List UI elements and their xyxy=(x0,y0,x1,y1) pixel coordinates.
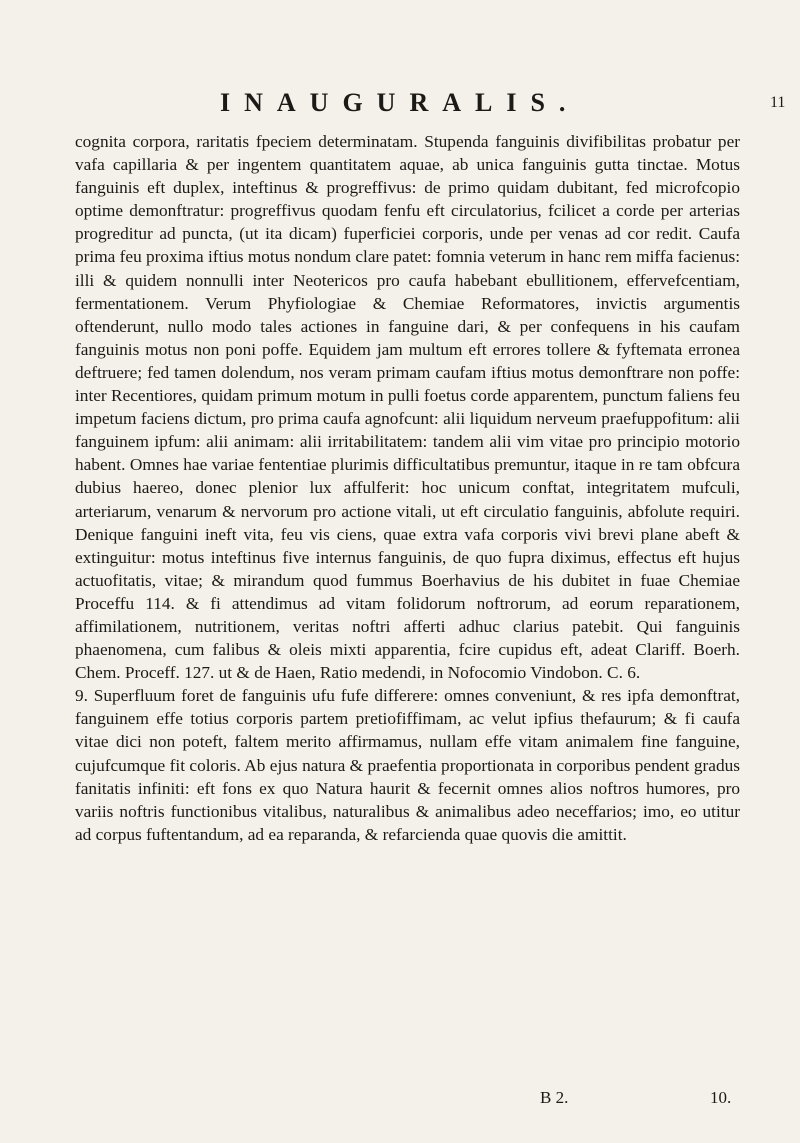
body-text xyxy=(75,130,740,846)
page-header xyxy=(0,88,800,128)
catchword: 10. xyxy=(710,1088,732,1107)
paragraph-8-continued: cognita corpora, raritatis fpeciem determinatam. Stupenda fanguinis divifibilitas probatur per vafa capillaria & per ingentem quantitatem aquae, ab unica fanguinis gutta tinctae. Motus fanguinis eft duplex, inteftinus & progreffivus: de primo quidam dubitant, fed microfcopio optime demonftratur: progreffivus quodam fenfu eft circulatorius, fcilicet a corde per arterias progreditur ad puncta, (ut ita dicam) fuperficiei corporis, unde per venas ad cor redit. Caufa prima feu proxima iftius motus nondum clare patet: fomnia veterum in hanc rem miffa facienus: illi & quidem nonnulli inter Neotericos pro caufa habebant ebullitionem, effervefcentiam, fermentationem. Verum Phyfiologiae & Chemiae Reformatores, invictis argumentis oftenderunt, nullo modo tales actiones in fanguine dari, & per confequens in his caufam fanguinis motus non poni poffe. Equidem jam multum eft errores tollere & fyftemata erronea deftruere; fed tamen dolendum, nos veram primam caufam iftius motus demonftrare non poffe: inter Recentiores, quidam primum motum in pulli foetus corde apparentem, punctum faliens feu impetum faciens dictum, pro prima caufa agnofcunt: alii liquidum nerveum praefuppofitum: alii fanguinem ipfum: alii animam: alii irritabilitatem: tandem alii vim vitae pro principio motorio habent. Omnes hae variae fententiae plurimis difficultatibus premuntur, itaque in re tam obfcura dubius haereo, donec plenior lux affulferit: hoc unicum conftat, integritatem mufculi, arteriarum, venarum & nervorum pro actione vitali, ut eft circulatio fanguinis, abfolute requiri. Denique fanguini ineft vita, feu vis ciens, quae extra vafa corporis vivi brevi plane abeft & extinguitur: motus inteftinus five internus fanguinis, de quo fupra diximus, effectus eft hujus actuofitatis, vitae; & mirandum quod fummus Boerhavius de his dubitet in fuae Chemiae Proceffu 114. & fi attendimus ad vitam folidorum noftrorum, ad eorum reparationem, affimilationem, nutritionem, veritas noftri afferti adhuc clarius patebit. Qui fanguinis phaenomena, cum falibus & oleis mixti apparentia, fcire cupidus eft, adeat Clariff. Boerh. Chem. Proceff. 127. ut & de Haen, Ratio medendi, in Nofocomio Vindobon. C. 6. xyxy=(75,132,740,683)
paragraph-9: 9. Superfluum foret de fanguinis ufu fufe differere: omnes conveniunt, & res ipfa demonftrat, fanguinem effe totius corporis partem pretiofiffimam, ac velut ipfius thefaurum; & fi caufa vitae dici non poteft, faltem merito affirmamus, nullam effe vitam animalem fine fanguine, cujufcumque fit coloris. Ab ejus natura & praefentia proportionata in corporibus pendent gradus fanitatis infiniti: eft fons ex quo Natura haurit & fecernit omnes alios noftros humores, pro variis noftris functionibus vitalibus, naturalibus & animalibus adeo neceffarios; imo, eo utitur ad corpus fuftentandum, ad ea reparanda, & refarcienda quae quovis die amittit. xyxy=(75,686,740,844)
running-title: INAUGURALIS. xyxy=(220,88,580,117)
page-footer xyxy=(0,1088,800,1112)
page-number: 11 xyxy=(770,94,786,111)
signature-mark: B 2. xyxy=(540,1088,569,1107)
